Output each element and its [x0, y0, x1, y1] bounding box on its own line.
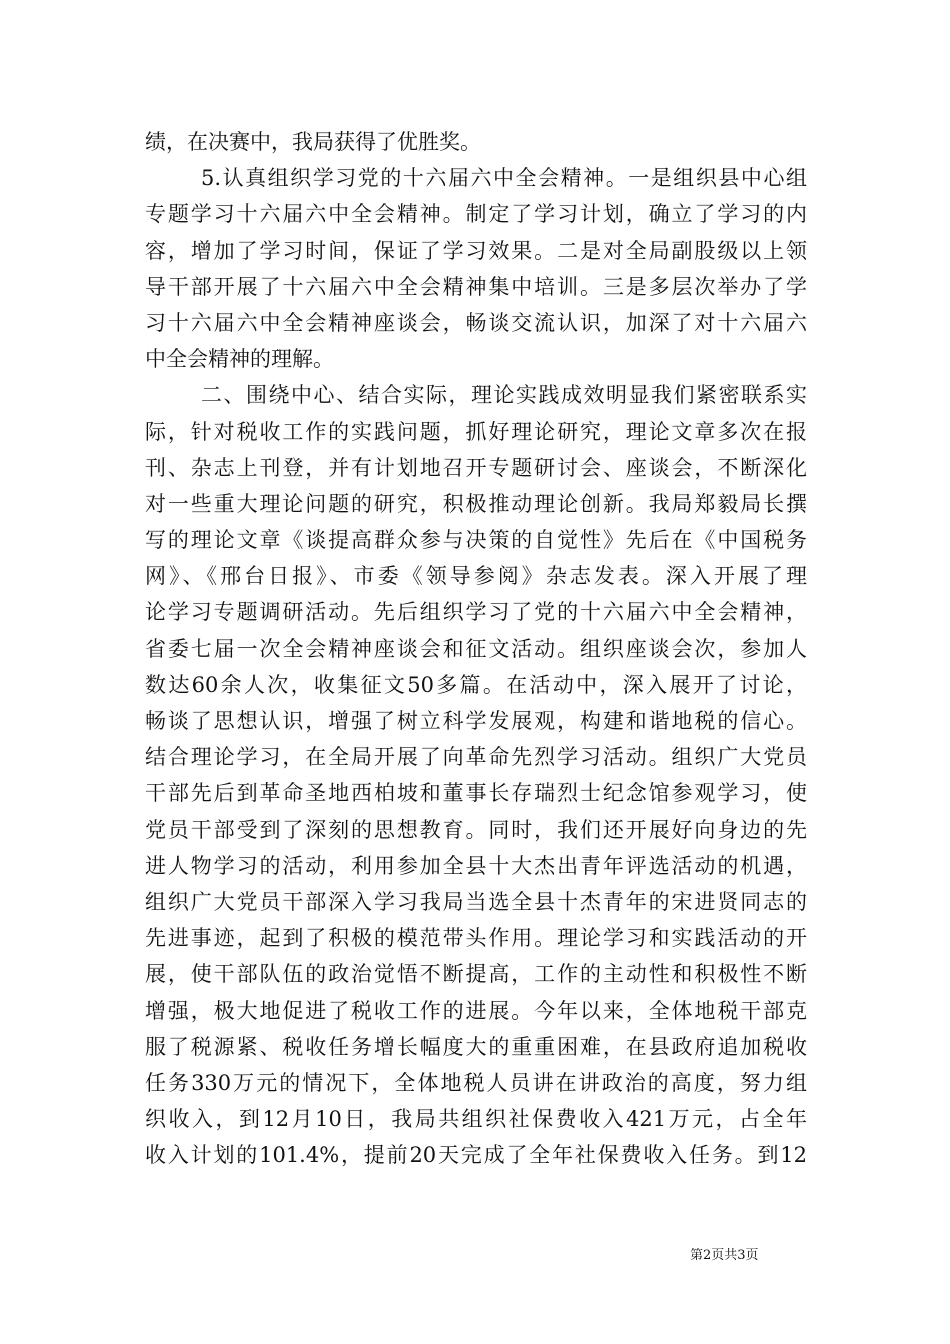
- text-line: 专题学习十六届六中全会精神。制定了学习计划，确立了学习的内: [145, 202, 807, 227]
- text-line: 省委七届一次全会精神座谈会和征文活动。组织座谈会次，参加人: [145, 636, 807, 661]
- text-line: 展，使干部队伍的政治觉悟不断提高，工作的主动性和积极性不断: [145, 962, 807, 987]
- text-line: 结合理论学习，在全局开展了向革命先烈学习活动。组织广大党员: [145, 745, 807, 770]
- text-line: 写的理论文章《谈提高群众参与决策的自觉性》先后在《中国税务: [145, 528, 807, 553]
- text-line: 收入计划的101.4%，提前20天完成了全年社保费收入任务。到12: [145, 1143, 807, 1168]
- text-line: 导干部开展了十六届六中全会精神集中培训。三是多层次举办了学: [145, 274, 807, 299]
- document-body: [145, 124, 807, 1173]
- text-line: 绩，在决赛中，我局获得了优胜奖。: [145, 130, 481, 154]
- text-line: 增强，极大地促进了税收工作的进展。今年以来，全体地税干部克: [145, 998, 807, 1023]
- text-line: 刊、杂志上刊登，并有计划地召开专题研讨会、座谈会，不断深化: [145, 455, 807, 480]
- text-line: 网》、《邢台日报》、市委《领导参阅》杂志发表。深入开展了理: [145, 564, 807, 589]
- text-line: 党员干部受到了深刻的思想教育。同时，我们还开展好向身边的先: [145, 817, 807, 842]
- text-line: 习十六届六中全会精神座谈会，畅谈交流认识，加深了对十六届六: [145, 310, 807, 335]
- text-line: 二、围绕中心、结合实际，理论实践成效明显我们紧密联系实: [201, 383, 807, 408]
- text-line: 5.认真组织学习党的十六届六中全会精神。一是组织县中心组: [201, 166, 807, 191]
- text-line: 织收入，到12月10日，我局共组织社保费收入421万元，占全年: [145, 1107, 807, 1132]
- text-line: 容，增加了学习时间，保证了学习效果。二是对全局副股级以上领: [145, 238, 807, 263]
- text-line: 任务330万元的情况下，全体地税人员讲在讲政治的高度，努力组: [145, 1070, 807, 1095]
- page-number: 第2页共3页: [690, 1248, 759, 1263]
- text-line: 对一些重大理论问题的研究，积极推动理论创新。我局郑毅局长撰: [145, 491, 807, 516]
- text-line: 际，针对税收工作的实践问题，抓好理论研究，理论文章多次在报: [145, 419, 807, 444]
- text-line: 论学习专题调研活动。先后组织学习了党的十六届六中全会精神，: [145, 600, 807, 625]
- text-line: 干部先后到革命圣地西柏坡和董事长存瑞烈士纪念馆参观学习，使: [145, 781, 807, 806]
- text-line: 中全会精神的理解。: [145, 347, 334, 372]
- text-line: 畅谈了思想认识，增强了树立科学发展观，构建和谐地税的信心。: [145, 709, 807, 733]
- text-line: 组织广大党员干部深入学习我局当选全县十杰青年的宋进贤同志的: [145, 889, 807, 914]
- text-line: 进人物学习的活动，利用参加全县十大杰出青年评选活动的机遇，: [145, 853, 807, 878]
- text-line: 服了税源紧、税收任务增长幅度大的重重困难，在县政府追加税收: [145, 1034, 807, 1059]
- text-line: 先进事迹，起到了积极的模范带头作用。理论学习和实践活动的开: [145, 926, 807, 951]
- text-line: 数达60余人次，收集征文50多篇。在活动中，深入展开了讨论，: [145, 672, 807, 697]
